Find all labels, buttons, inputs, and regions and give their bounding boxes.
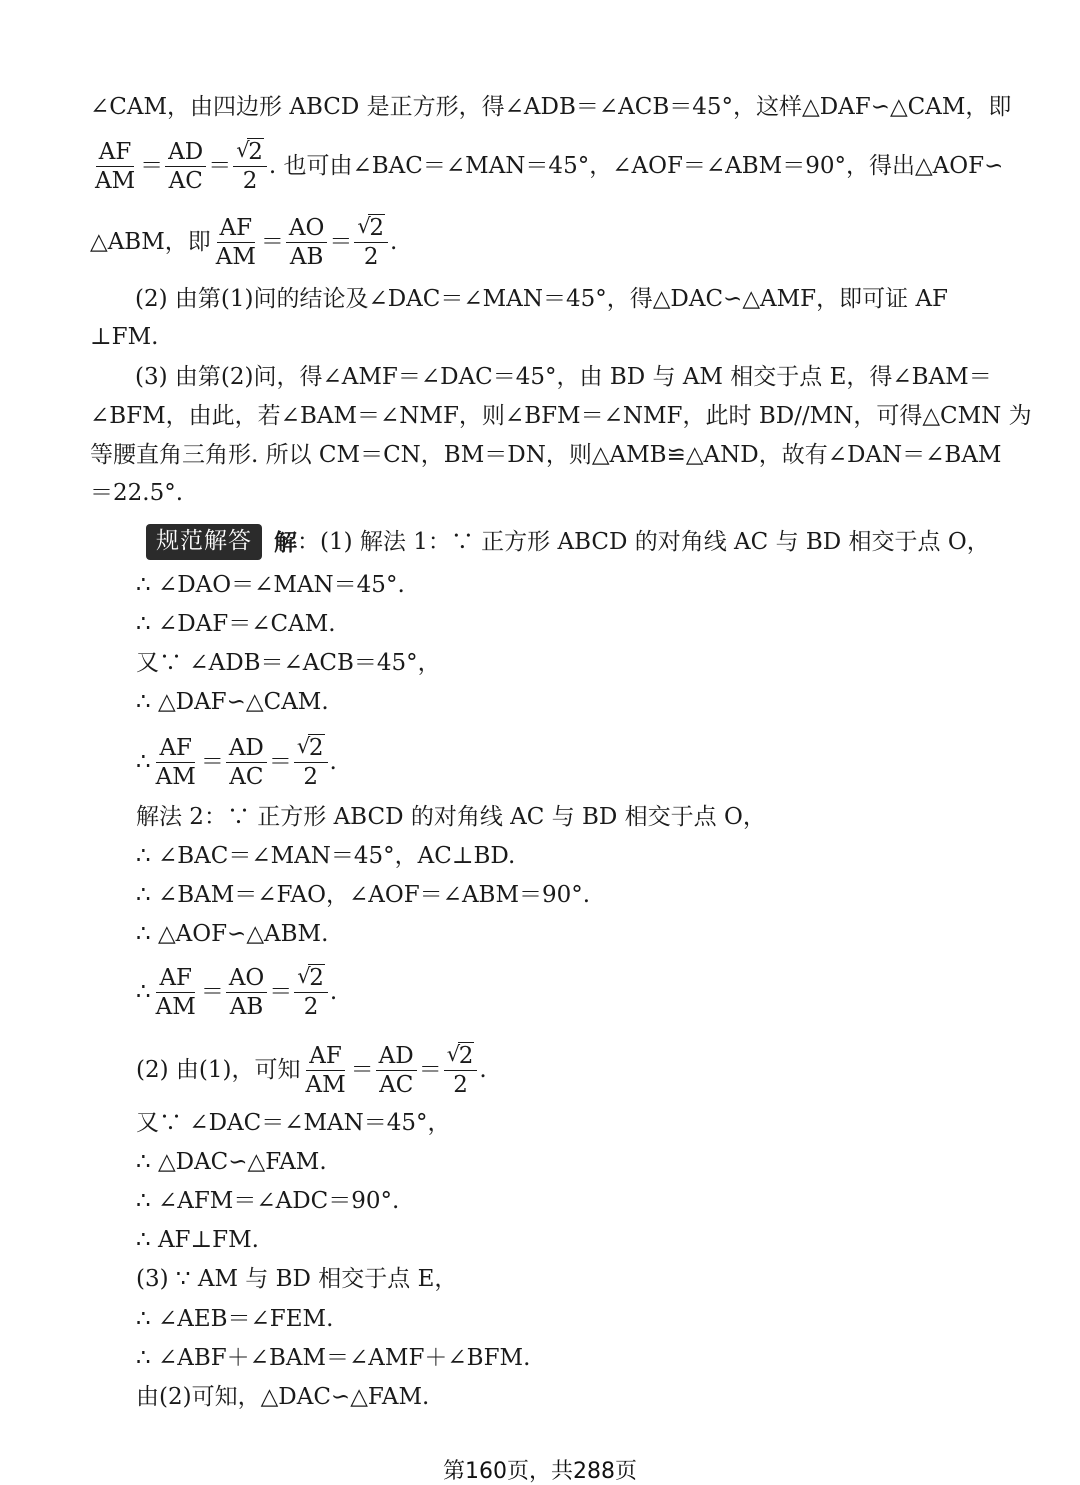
solution-line: ∴ ∠BAC＝∠MAN＝45°，AC⊥BD.: [136, 843, 516, 869]
solution-line: 解法 2：∵ 正方形 ABCD 的对角线 AC 与 BD 相交于点 O，: [136, 804, 766, 830]
intro-line-3: △ABM，即 $\frac{AF}{AM}$ ＝ $\frac{AO}{AB}$ ＝ √ $\frac{2}{2}$ .: [90, 216, 397, 269]
sqrt-fraction: √ $\frac{2}{2}$: [294, 966, 328, 1019]
solution-fraction-line: ∴ $\frac{AF}{AM}$ ＝ $\frac{AO}{AB}$ ＝ √ $\frac{2}{2}$ .: [136, 966, 337, 1019]
sqrt-fraction: √ $\frac{2}{2}$: [233, 140, 267, 193]
fraction: $\frac{AF}{AM}$: [155, 965, 196, 1021]
solution-line: ∴ △DAF∽△CAM.: [136, 689, 329, 715]
solution-fraction-line: ∴ $\frac{AF}{AM}$ ＝ $\frac{AD}{AC}$ ＝ √ $\frac{2}{2}$ .: [136, 736, 337, 789]
fraction: $\frac{AD}{AC}$: [165, 140, 206, 193]
solution-line: ∴ △DAC∽△FAM.: [136, 1149, 327, 1175]
intro-line-2: $\frac{AF}{AM}$ ＝ $\frac{AD}{AC}$ ＝ √ $\frac{2}{2}$ . 也可由∠BAC＝∠MAN＝45°，∠AOF＝∠ABM＝90°，得出△AOF∽: [90, 140, 1003, 193]
solution-line: ∴ ∠AEB＝∠FEM.: [136, 1306, 334, 1332]
solution-line: 又∵ ∠ADB＝∠ACB＝45°，: [136, 650, 441, 676]
solution-line: ∴ ∠ABF＋∠BAM＝∠AMF＋∠BFM.: [136, 1345, 531, 1371]
part3-line-4: ＝22.5°.: [90, 480, 184, 506]
sqrt-fraction: √ $\frac{2}{2}$: [354, 216, 388, 269]
solution-fraction-line: (2) 由(1)，可知 $\frac{AF}{AM}$ ＝ $\frac{AD}{AC}$ ＝ √ $\frac{2}{2}$ .: [136, 1044, 487, 1097]
sqrt-fraction: √ $\frac{2}{2}$: [444, 1044, 478, 1097]
fraction: $\frac{AF}{AM}$: [215, 215, 256, 271]
part2-line-1: (2) 由第(1)问的结论及∠DAC＝∠MAN＝45°，得△DAC∽△AMF，即可证 AF: [135, 286, 949, 312]
part3-line-2: ∠BFM，由此，若∠BAM＝∠NMF，则∠BFM＝∠NMF，此时 BD//MN，可得△CMN 为: [90, 403, 1032, 429]
solution-line: ∴ ∠DAF＝∠CAM.: [136, 611, 336, 637]
solution-heading: 规范解答 解 ：(1) 解法 1：∵ 正方形 ABCD 的对角线 AC 与 BD 相交于点 O，: [146, 524, 990, 560]
part3-line-1: (3) 由第(2)问，得∠AMF＝∠DAC＝45°，由 BD 与 AM 相交于点 E，得∠BAM＝: [135, 364, 992, 390]
part3-line-3: 等腰直角三角形. 所以 CM＝CN，BM＝DN，则△AMB≌△AND，故有∠DAN＝∠BAM: [90, 442, 1002, 468]
solution-line: (3) ∵ AM 与 BD 相交于点 E，: [136, 1266, 458, 1292]
fraction: $\frac{AD}{AC}$: [226, 736, 267, 789]
solution-line: ∴ ∠BAM＝∠FAO，∠AOF＝∠ABM＝90°.: [136, 882, 591, 908]
fraction: $\frac{AO}{AB}$: [226, 966, 267, 1019]
intro-line-1: ∠CAM，由四边形 ABCD 是正方形，得∠ADB＝∠ACB＝45°，这样△DAF∽△CAM，即: [90, 94, 1012, 120]
solution-line: ∴ ∠DAO＝∠MAN＝45°.: [136, 572, 405, 598]
fraction: $\frac{AF}{AM}$: [95, 139, 136, 195]
fraction: $\frac{AD}{AC}$: [376, 1044, 417, 1097]
page-number: 第160页，共288页: [443, 1459, 637, 1484]
solution-line: 又∵ ∠DAC＝∠MAN＝45°，: [136, 1110, 451, 1136]
fraction: $\frac{AF}{AM}$: [305, 1043, 346, 1099]
solution-line: ∴ ∠AFM＝∠ADC＝90°.: [136, 1188, 400, 1214]
solution-badge: 规范解答: [146, 524, 262, 560]
solution-line: ∴ AF⊥FM.: [136, 1227, 259, 1253]
solution-line: ∴ △AOF∽△ABM.: [136, 921, 329, 947]
part2-line-2: ⊥FM.: [90, 324, 159, 350]
fraction: $\frac{AO}{AB}$: [286, 216, 327, 269]
solution-line: 由(2)可知，△DAC∽△FAM.: [136, 1384, 430, 1410]
sqrt-fraction: √ $\frac{2}{2}$: [294, 736, 328, 789]
fraction: $\frac{AF}{AM}$: [155, 735, 196, 791]
